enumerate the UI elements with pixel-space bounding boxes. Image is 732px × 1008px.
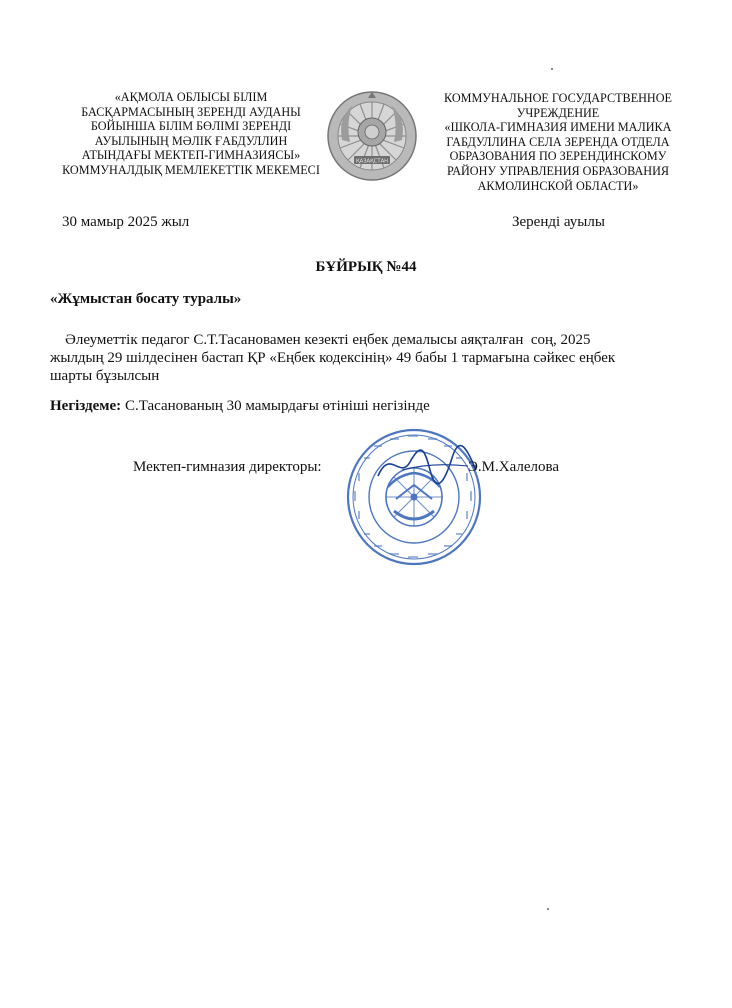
basis-text: С.Тасанованың 30 мамырдағы өтініші негізінде: [121, 398, 430, 414]
signatory-position: Мектеп-гимназия директоры:: [133, 459, 322, 475]
order-body: [50, 331, 700, 385]
header-right-line: «ШКОЛА-ГИМНАЗИЯ ИМЕНИ МАЛИКА: [444, 120, 672, 135]
header-right-line: КОММУНАЛЬНОЕ ГОСУДАРСТВЕННОЕ: [444, 91, 672, 105]
document-place: Зеренді ауылы: [512, 214, 605, 230]
header-right-line: АКМОЛИНСКОЙ ОБЛАСТИ»: [477, 178, 639, 193]
basis-label: Негіздеме:: [50, 398, 122, 414]
header-left-line: «АҚМОЛА ОБЛЫСЫ БІЛІМ: [114, 90, 268, 104]
header-right-line: РАЙОНУ УПРАВЛЕНИЯ ОБРАЗОВАНИЯ: [446, 163, 670, 178]
scan-speck: [547, 908, 549, 910]
header-kazakh-org-name: [56, 90, 326, 178]
body-line: шарты бұзылсын: [50, 368, 160, 384]
state-emblem-icon: [324, 88, 420, 184]
order-title: БҰЙРЫҚ №44: [315, 259, 417, 275]
header-right-line: УЧРЕЖДЕНИЕ: [516, 105, 600, 120]
signatory-name: Э.М.Халелова: [468, 459, 560, 475]
header-right-line: ОБРАЗОВАНИЯ ПО ЗЕРЕНДИНСКОМУ: [449, 149, 667, 164]
document-date: 30 мамыр 2025 жыл: [62, 214, 190, 230]
header-left-line: БАСҚАРМАСЫНЫҢ ЗЕРЕНДІ АУДАНЫ: [81, 104, 301, 119]
order-subject: «Жұмыстан босату туралы»: [50, 291, 242, 307]
handwritten-signature: [372, 440, 482, 490]
scan-speck: [551, 68, 553, 70]
header-russian-org-name: [432, 91, 684, 193]
body-line: жылдың 29 шілдесінен бастап ҚР «Еңбек кодексінің» 49 бабы 1 тармағына сәйкес еңбек: [50, 350, 616, 366]
emblem-label: ҚАЗАҚСТАН: [355, 158, 389, 165]
header-left-line: БОЙЫНША БІЛІМ БӨЛІМІ ЗЕРЕНДІ: [90, 119, 292, 134]
body-line: Әлеуметтік педагог С.Т.Тасановамен кезекті еңбек демалысы аяқталған соң, 2025: [50, 332, 591, 348]
header-right-line: ГАБДУЛЛИНА СЕЛА ЗЕРЕНДА ОТДЕЛА: [446, 134, 670, 149]
header-left-line: АТЫНДАҒЫ МЕКТЕП-ГИМНАЗИЯСЫ»: [81, 148, 301, 163]
header-left-line: КОММУНАЛДЫҚ МЕМЛЕКЕТТІК МЕКЕМЕСІ: [62, 162, 320, 177]
order-basis: [50, 398, 430, 415]
header-left-line: АУЫЛЫНЫҢ МӘЛІК ҒАБДУЛЛИН: [94, 133, 288, 148]
